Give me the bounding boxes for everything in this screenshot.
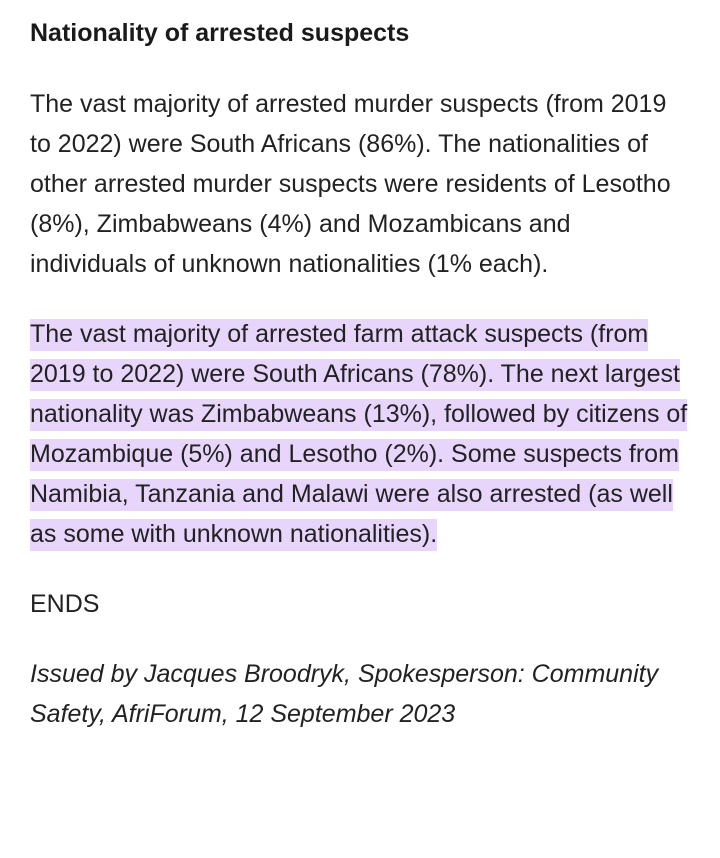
paragraph-murder-suspects[interactable] <box>30 84 690 284</box>
paragraph-murder-text: The vast majority of arrested murder suspects (from 2019 to 2022) were South Africans (86%). The nationalities of other arrested murder suspects were residents of Lesotho (8%), Zimbabweans (4%) and Mozambicans and individuals of unknown nationalities (1% each). <box>30 90 671 278</box>
ends-marker: ENDS <box>30 590 100 618</box>
section-heading: Nationality of arrested suspects <box>30 19 410 47</box>
paragraph-farm-attack-suspects[interactable] <box>30 314 690 554</box>
highlighted-selection[interactable]: The vast majority of arrested farm attack suspects (from 2019 to 2022) were South Africans (78%). The next largest nationality was Zimbabweans (13%), followed by citizens of Mozambique (5%) and Lesotho (2%). Some suspects from Namibia, Tanzania and Malawi were also arrested (as well as some with unknown nationalities). <box>30 319 687 551</box>
issued-by-line: Issued by Jacques Broodryk, Spokesperson: Community Safety, AfriForum, 12 September 2023 <box>30 660 659 728</box>
